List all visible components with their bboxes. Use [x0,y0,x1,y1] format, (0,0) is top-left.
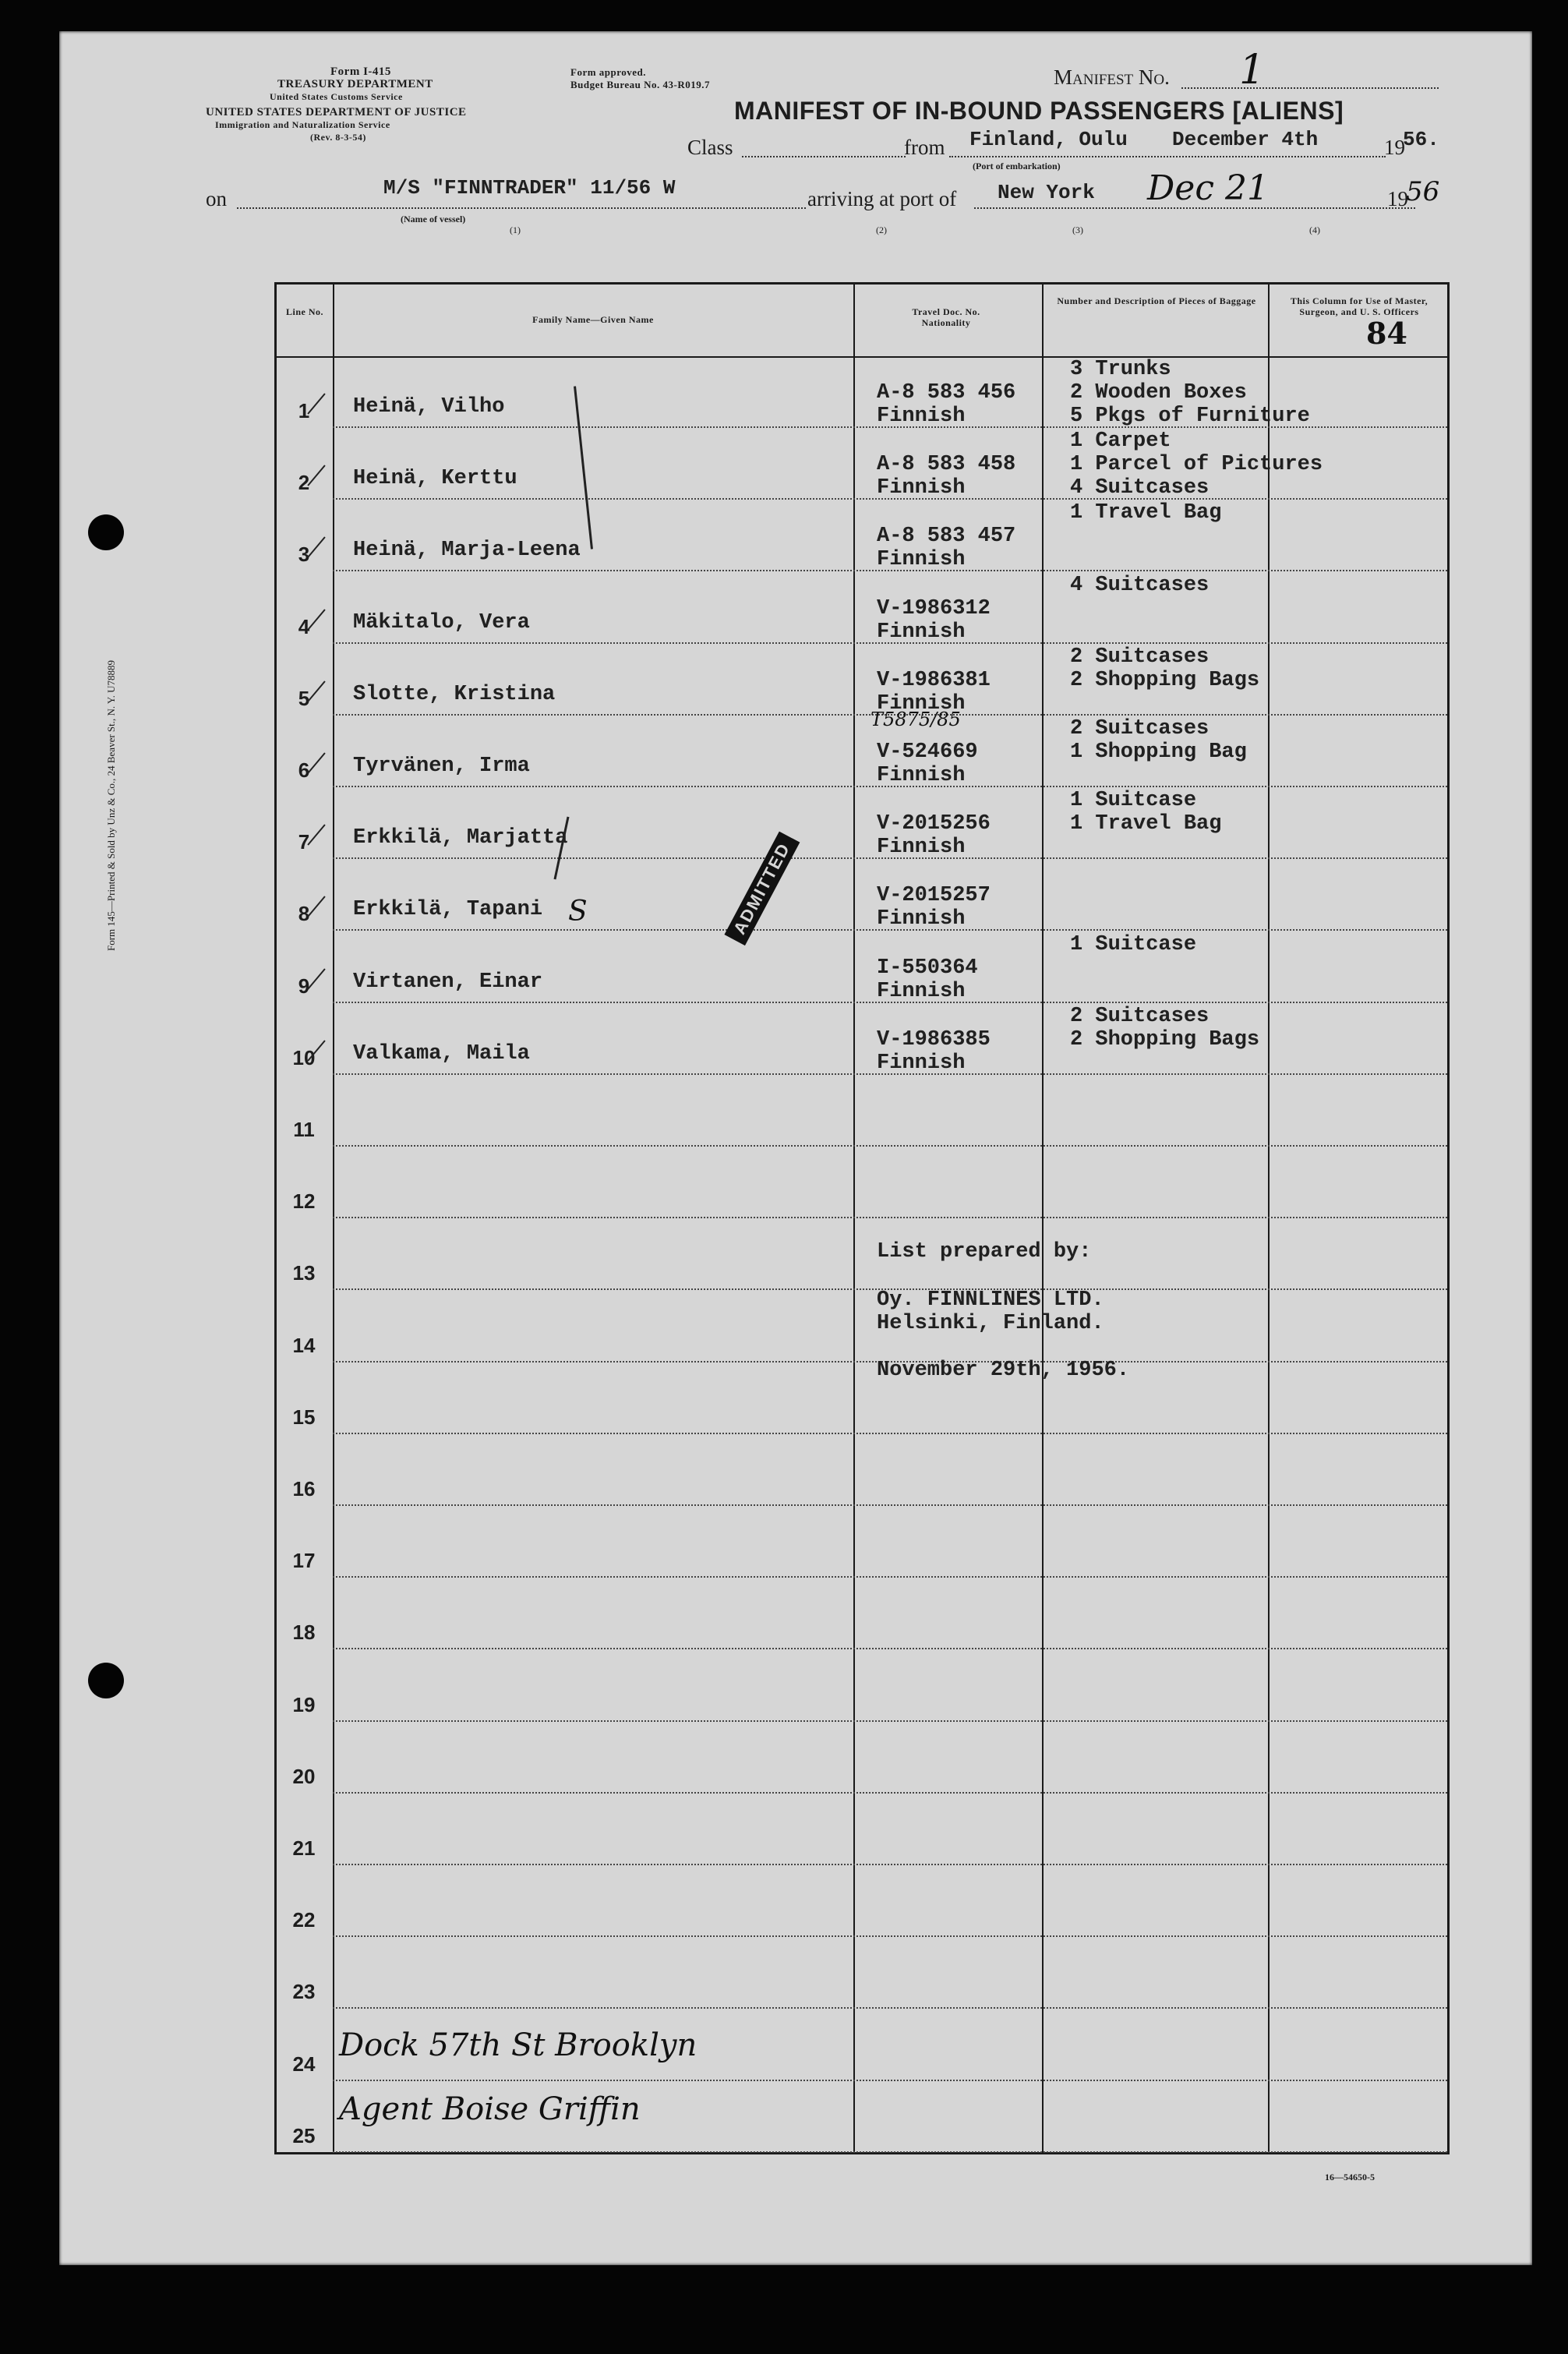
port-of-embarkation-caption: (Port of embarkation) [973,161,1061,171]
table-row [277,1578,1447,1649]
baggage-item: 1 Suitcase [1070,789,1197,813]
column-number-2: (2) [876,224,887,235]
travel-doc-number: V-1986385 [877,1027,991,1052]
manifest-no-value: 1 [1239,47,1266,94]
immigration-service: Immigration and Naturalization Service [215,119,390,130]
nationality: Finnish [877,836,966,860]
from-label: from [904,136,945,159]
baggage-item: 1 Suitcase [1070,932,1197,956]
table-row [277,572,1447,644]
form-approved: Form approved. [570,66,647,78]
baggage-item: 2 Wooden Boxes [1070,381,1247,405]
table-row [277,1650,1447,1722]
header-line-no: Line No. [285,306,323,317]
table-row [277,1363,1447,1434]
column-number-4: (4) [1309,224,1320,235]
baggage-item: 2 Shopping Bags [1070,1027,1260,1052]
customs-service: United States Customs Service [270,91,403,102]
passenger-name: Heinä, Marja-Leena [353,539,581,563]
departure-date: December 4th [1172,128,1319,151]
prepared-by-city: Helsinki, Finland. [877,1312,1104,1335]
table-row [277,1937,1447,2009]
row24-handwritten-note: Dock 57th St Brooklyn [339,2027,697,2063]
nationality: Finnish [877,691,966,716]
class-label: Class [687,136,733,159]
travel-doc-number: A-8 583 457 [877,525,1016,549]
baggage-item: 5 Pkgs of Furniture [1070,405,1310,428]
arriving-label: arriving at port of [807,187,957,210]
row-number: 16 [292,1477,316,1500]
column-number-1: (1) [510,224,521,235]
footer-code: 16—54650-5 [1325,2172,1375,2183]
row-number: 23 [292,1980,316,2004]
row-number: 4 [298,614,310,638]
treasury-department: TREASURY DEPARTMENT [277,78,433,90]
baggage-item: 2 Suitcases [1070,717,1210,740]
nationality: Finnish [877,405,966,428]
baggage-item: 1 Shopping Bag [1070,740,1247,764]
prepared-by-date: November 29th, 1956. [877,1359,1130,1382]
passenger-name: Erkkilä, Marjatta [353,826,568,850]
form-number: Form I-415 [330,65,391,78]
row-number: 17 [292,1549,316,1573]
travel-doc-number: V-1986312 [877,596,991,620]
travel-doc-number: V-524669 [877,740,978,764]
baggage-item: 1 Parcel of Pictures [1070,453,1323,477]
travel-doc-number: I-550364 [877,956,978,980]
row-number: 14 [292,1333,316,1357]
table-row [277,931,1447,1003]
baggage-item: 1 Travel Bag [1070,501,1222,525]
table-row [277,1075,1447,1147]
row-number: 13 [292,1261,316,1285]
departure-year-prefix: 19 [1384,136,1405,159]
nationality: Finnish [877,907,966,931]
printer-imprint: Form 145—Printed & Sold by Unz & Co., 24 Beaver St., N. Y. U78889 [105,659,117,951]
row-number: 5 [298,686,310,710]
passenger-name: Tyrvänen, Irma [353,755,530,778]
baggage-item: 3 Trunks [1070,358,1171,381]
from-port: Finland, Oulu [969,128,1128,151]
row-number: 3 [298,543,310,567]
table-row [277,1794,1447,1865]
travel-doc-number: A-8 583 458 [877,453,1016,477]
column-number-3: (3) [1072,224,1083,235]
arrival-year-prefix: 19 [1387,187,1408,210]
manifest-no-label: Manifest No. [1054,65,1170,89]
arrival-date-handwritten: Dec 21 [1147,168,1269,208]
table-row [277,1722,1447,1794]
row-number: 12 [292,1189,316,1214]
baggage-item: 1 Carpet [1070,429,1171,454]
row6-handwritten-note: T5875/85 [871,709,961,730]
row-dotted-line [333,2151,1447,2153]
table-row [277,1291,1447,1363]
travel-doc-number: A-8 583 456 [877,381,1016,405]
row-number: 19 [292,1692,316,1716]
row25-handwritten-note: Agent Boise Griffin [339,2091,641,2127]
arrival-year: 56 [1406,176,1440,207]
revision-date: (Rev. 8-3-54) [310,132,366,143]
punch-hole-bottom [88,1663,124,1698]
table-row [277,787,1447,859]
row-number: 24 [292,2052,316,2076]
admitted-stamp: ADMITTED [724,832,800,945]
baggage-item: 2 Suitcases [1070,645,1210,669]
prepared-by-label: List prepared by: [877,1240,1092,1264]
baggage-item: 4 Suitcases [1070,476,1210,500]
header-officers: This Column for Use of Master, Surgeon, and U. S. Officers [1290,295,1429,317]
table-row [277,500,1447,571]
baggage-item: 1 Travel Bag [1070,812,1222,836]
passenger-name: Valkama, Maila [353,1041,530,1066]
baggage-item: 2 Shopping Bags [1070,668,1260,692]
row-number: 10 [292,1045,316,1069]
row-number: 25 [292,2123,316,2147]
nationality: Finnish [877,1051,966,1075]
department-of-justice: UNITED STATES DEPARTMENT OF JUSTICE [206,106,467,118]
nationality: Finnish [877,979,966,1003]
row-number: 2 [298,471,310,495]
vessel-name: M/S "FINNTRADER" 11/56 W [383,176,676,200]
departure-year: 56. [1403,128,1439,151]
row-number: 9 [298,974,310,998]
punch-hole-top [88,514,124,550]
budget-bureau: Budget Bureau No. 43-R019.7 [570,79,711,90]
row-number: 22 [292,1908,316,1932]
passenger-name: Heinä, Kerttu [353,467,517,491]
prepared-by-company: Oy. FINNLINES LTD. [877,1288,1104,1312]
row-number: 1 [298,399,310,422]
manifest-page [59,31,1532,2265]
table-row [277,644,1447,716]
row8-handwritten-mark: S [568,896,588,928]
row-number: 21 [292,1836,316,1860]
nationality: Finnish [877,548,966,572]
class-line [742,156,906,157]
table-row [277,1434,1447,1506]
table-row [277,1218,1447,1290]
passenger-name: Slotte, Kristina [353,682,556,706]
passenger-name: Virtanen, Einar [353,970,543,994]
header-name: Family Name—Given Name [532,314,654,325]
passenger-name: Mäkitalo, Vera [353,610,530,634]
table-row [277,1506,1447,1578]
vessel-line [237,207,806,209]
header-baggage: Number and Description of Pieces of Baggage [1057,295,1256,306]
baggage-item: 4 Suitcases [1070,573,1210,597]
travel-doc-number: V-2015257 [877,884,991,908]
nationality: Finnish [877,764,966,787]
row-number: 8 [298,902,310,926]
vessel-caption: (Name of vessel) [401,214,466,224]
manifest-no-line [1181,87,1439,89]
table-row [277,1003,1447,1075]
row-number: 18 [292,1621,316,1645]
arrival-port: New York [998,181,1095,204]
table-row [277,859,1447,931]
officers-count: 84 [1366,316,1407,351]
row-number: 6 [298,758,310,782]
row-number: 15 [292,1405,316,1429]
row-number: 20 [292,1764,316,1788]
baggage-item: 2 Suitcases [1070,1004,1210,1028]
nationality: Finnish [877,476,966,500]
passenger-table [274,282,1450,2154]
row-number: 7 [298,830,310,854]
passenger-name: Heinä, Vilho [353,395,505,419]
on-label: on [206,187,227,210]
travel-doc-number: V-2015256 [877,812,991,836]
table-row [277,716,1447,787]
nationality: Finnish [877,620,966,644]
header-travel-doc: Travel Doc. No. Nationality [912,306,980,328]
table-row [277,428,1447,500]
travel-doc-number: V-1986381 [877,668,991,692]
row-number: 11 [293,1118,315,1141]
table-row [277,1865,1447,1937]
table-row [277,356,1447,428]
from-line [949,156,1386,157]
passenger-name: Erkkilä, Tapani [353,898,543,922]
table-row [277,1147,1447,1218]
manifest-title: MANIFEST OF IN-BOUND PASSENGERS [ALIENS] [734,97,1344,125]
